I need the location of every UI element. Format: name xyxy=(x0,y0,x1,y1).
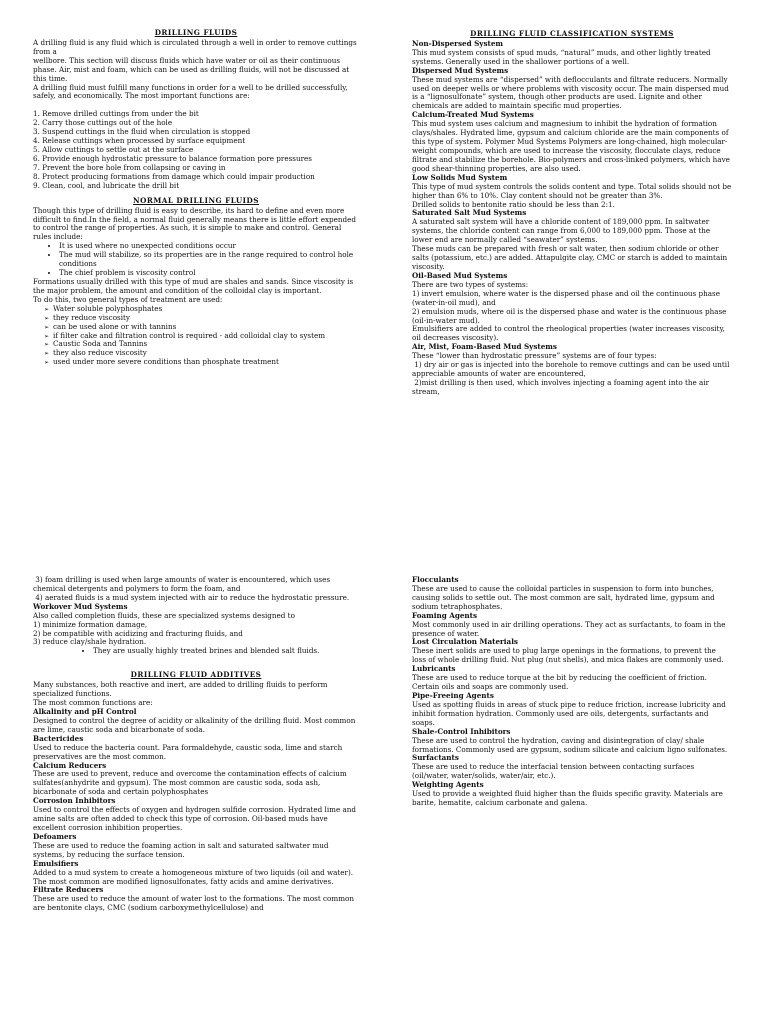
paragraph: This type of mud system controls the solids content and type. Total solids should not be higher than 6% to 10%. Clay content should not be greater than 3%. xyxy=(412,181,732,200)
section xyxy=(33,762,359,798)
section xyxy=(412,612,732,639)
subheading: Low Solids Mud System xyxy=(412,172,508,182)
paragraph: These are used to control the hydration, caving and disintegration of clay/ shale formations. Commonly used are gypsum, sodium silicate and calcium ligno sulfonates. xyxy=(412,735,728,754)
paragraph: Designed to control the degree of acidity or alkalinity of the drilling fluid. Most common are lime, caustic soda and bicarbonate of soda. xyxy=(33,715,356,734)
paragraph: Also called completion fluids, these are specialized systems designed to xyxy=(33,610,295,620)
paragraph: These “lower than hydrostatic pressure” systems are of four types: xyxy=(412,351,657,361)
subheading: Dispersed Mud Systems xyxy=(412,65,509,75)
paragraph: A drilling fluid is any fluid which is circulated through a well in order to remove cuttings from a xyxy=(33,37,357,56)
list-item: ➢ Water soluble polyphosphates xyxy=(55,305,359,314)
section xyxy=(412,111,732,173)
list-item: ➢ they also reduce viscosity xyxy=(55,349,359,358)
paragraph: Used to reduce the bacteria count. Para formaldehyde, caustic soda, lime and starch preservatives are the most common. xyxy=(33,742,343,761)
subheading: Corrosion Inhibitors xyxy=(33,796,116,806)
section xyxy=(412,343,732,397)
section xyxy=(412,209,732,271)
paragraph: These inert solids are used to plug large openings in the formations, to prevent the loss of whole drilling fluid. Nut plug (nut shells), and mica flakes are commonly used. xyxy=(412,646,724,665)
paragraph: These are used to prevent, reduce and overcome the contamination effects of calcium sulfates(anhydrite and gypsum). The most common are caustic soda, soda ash, bicarbonate of soda and certain polyphosphates xyxy=(33,769,347,797)
paragraph: 2)mist drilling is then used, which involves injecting a foaming agent into the air stream, xyxy=(412,377,710,396)
paragraph: 1) dry air or gas is injected into the borehole to remove cuttings and can be used until appreciable amounts of water are encountered, xyxy=(412,360,730,379)
list-item: 8. Protect producing formations from damage which could impair production xyxy=(33,171,315,181)
paragraph: These muds can be prepared with fresh or salt water, then sodium chloride or other salts (potassium, etc.) are added. Attapulgite clay, CMC or starch is added to maintain viscosity. xyxy=(412,244,728,271)
subheading: Flocculants xyxy=(412,576,459,584)
section-title-drilling-fluids: DRILLING FLUIDS xyxy=(154,29,238,37)
subheading: Calcium-Treated Mud Systems xyxy=(412,110,534,120)
paragraph: 1) minimize formation damage, xyxy=(33,619,148,629)
paragraph: The most common functions are: xyxy=(33,698,153,708)
subheading: Saturated Salt Mud Systems xyxy=(412,208,527,218)
list-item: • The mud will stabilize, so its properties are in the range required to control hole conditions xyxy=(59,251,359,269)
paragraph: 2) emulsion muds, where oil is the dispersed phase and water is the continuous phase (oil-in-water mud). xyxy=(412,306,727,325)
paragraph: Though this type of drilling fluid is easy to describe, its hard to define and even more difficult to find.In the field, a normal fluid generally means there is little effort expended to control the range of properties. As such, it is simple to make and control. General rules include: xyxy=(33,205,356,242)
paragraph: These are used to reduce torque at the bit by reducing the coefficient of friction. Certain oils and soaps are commonly used. xyxy=(412,673,707,692)
subheading: Pipe-Freeing Agents xyxy=(412,690,494,700)
list-item: 5. Allow cuttings to settle out at the surface xyxy=(33,145,194,155)
section xyxy=(412,665,732,692)
paragraph: 2) be compatible with acidizing and fracturing fluids, and xyxy=(33,628,243,638)
column-additives-continued xyxy=(412,576,732,1024)
subheading: Lost Circulation Materials xyxy=(412,637,518,647)
paragraph: These are used to reduce the interfacial tension between contacting surfaces (oil/water, water/solids, water/air, etc.). xyxy=(412,762,695,781)
section xyxy=(412,272,732,343)
paragraph: Most commonly used in air drilling operations. They act as surfactants, to foam in the presence of water. xyxy=(412,619,726,638)
paragraph: Added to a mud system to create a homogeneous mixture of two liquids (oil and water). The most common are modified lignosulfonates, fatty acids and amine derivatives. xyxy=(33,867,354,886)
subheading: Alkalinity and pH Control xyxy=(33,706,137,716)
section xyxy=(412,638,732,665)
list-item: • The chief problem is viscosity control xyxy=(59,269,359,278)
subheading: Non-Dispersed System xyxy=(412,38,504,48)
section xyxy=(412,174,732,210)
paragraph: A drilling fluid must fulfill many functions in order for a well to be drilled successfully, safely, and economically. The most important functions are: xyxy=(33,82,348,101)
subheading: Surfactants xyxy=(412,753,459,763)
list-item: • It is used where no unexpected conditions occur xyxy=(59,242,359,251)
paragraph: 3) reduce clay/shale hydration. xyxy=(33,637,147,647)
paragraph: Used to control the effects of oxygen and hydrogen sulfide corrosion. Hydrated lime and amine salts are often added to check this type of corrosion. Oil-based muds have excellent corrosion inhibition properties. xyxy=(33,805,357,832)
paragraph: wellbore. This section will discuss fluids which have water or oil as their continuous phase. Air, mist and foam, which can be used as drilling fluids, will not be discussed at this time. xyxy=(33,55,350,83)
section xyxy=(33,708,359,735)
paragraph: This mud system uses calcium and magnesium to inhibit the hydration of formation clays/shales. Hydrated lime, gypsum and calcium chloride are the main components of this type of system. Polymer Mud Systems Polymers are long-chained, high molecular-weight compounds, which are used to increase the viscosity, flocculate clays, reduce filtrate and stabilize the borehole. Bio-polymers and cross-linked polymers, which have good shear-thinning properties, are also used. xyxy=(412,119,730,173)
subheading: Workover Mud Systems xyxy=(33,601,128,611)
section-title-additives: DRILLING FLUID ADDITIVES xyxy=(130,670,262,680)
paragraph: Emulsifiers are added to control the rheological properties (water increases viscosity, oil decreases viscosity). xyxy=(412,324,725,343)
paragraph: Used to provide a weighted fluid higher than the fluids specific gravity. Materials are barite, hematite, calcium carbonate and galena. xyxy=(412,789,723,808)
subheading: Filtrate Reducers xyxy=(33,885,104,895)
section xyxy=(412,692,732,728)
paragraph: 1) invert emulsion, where water is the dispersed phase and oil the continuous phase (water-in-oil mud), and xyxy=(412,288,720,307)
subheading: Oil-Based Mud Systems xyxy=(412,270,508,280)
section xyxy=(33,833,359,860)
list-item: 1. Remove drilled cuttings from under the bit xyxy=(33,109,199,119)
subheading: Calcium Reducers xyxy=(33,760,107,770)
paragraph: 4) aerated fluids is a mud system injected with air to reduce the hydrostatic pressure. xyxy=(33,592,350,602)
paragraph: These are used to reduce the foaming action in salt and saturated saltwater mud systems, by reducing the surface tension. xyxy=(33,840,329,859)
treatment-list xyxy=(33,305,359,367)
paragraph: Formations usually drilled with this type of mud are shales and sands. Since viscosity is the major problem, the amount and condition of the colloidal clay is important. xyxy=(33,276,354,295)
paragraph: To do this, two general types of treatment are used: xyxy=(33,294,223,304)
section xyxy=(412,576,732,612)
rules-list xyxy=(33,242,359,278)
column-additives xyxy=(33,576,359,1024)
subheading: Emulsifiers xyxy=(33,858,79,868)
paragraph: Many substances, both reactive and inert, are added to drilling fluids to perform specialized functions. xyxy=(33,680,328,699)
functions-list xyxy=(33,110,359,190)
list-item: ➢ used under more severe conditions than phosphate treatment xyxy=(55,358,359,367)
subheading: Weighting Agents xyxy=(412,780,484,790)
paragraph: Drilled solids to bentonite ratio should be less than 2:1. xyxy=(412,199,615,209)
section-title-classification: DRILLING FLUID CLASSIFICATION SYSTEMS xyxy=(470,30,674,38)
spacer xyxy=(33,656,359,665)
section xyxy=(33,797,359,833)
section-title-normal-drilling-fluids: NORMAL DRILLING FLUIDS xyxy=(133,195,259,205)
list-item: 7. Prevent the bore hole from collapsing or caving in xyxy=(33,162,226,172)
paragraph: This mud system consists of spud muds, “natural” muds, and other lightly treated systems. Generally used in the shallower portions of a well. xyxy=(412,47,711,66)
paragraph: These are used to reduce the amount of water lost to the formations. The most common are bentonite clays, CMC (sodium carboxymethylcellulose) and xyxy=(33,894,354,913)
list-item: ➢ can be used alone or with tannins xyxy=(55,323,359,332)
subheading: Bactericides xyxy=(33,733,84,743)
list-item: 2. Carry those cuttings out of the hole xyxy=(33,118,173,128)
list-item: 4. Release cuttings when processed by surface equipment xyxy=(33,136,246,146)
subheading: Shale-Control Inhibitors xyxy=(412,726,511,736)
list-item: 9. Clean, cool, and lubricate the drill bit xyxy=(33,180,180,190)
paragraph: There are two types of systems: xyxy=(412,279,529,289)
paragraph: 3) foam drilling is used when large amounts of water is encountered, which uses chemical detergents and polymers to form the foam, and xyxy=(33,576,331,593)
subheading: Defoamers xyxy=(33,831,77,841)
paragraph: A saturated salt system will have a chloride content of 189,000 ppm. In saltwater systems, the chloride content can range from 6,000 to 189,000 ppm. Those at the lower end are normally called “seawater” systems. xyxy=(412,217,711,245)
paragraph: These mud systems are “dispersed” with deflocculants and filtrate reducers. Normally used on deeper wells or where problems with viscosity occur. The main dispersed mud is a “lignosulfonate” system, though other products are used. Lignite and other chemicals are added to maintain specific mud properties. xyxy=(412,74,729,111)
section xyxy=(33,860,359,887)
list-item: ➢ if filter cake and filtration control is required - add colloidal clay to system xyxy=(55,332,359,341)
list-item: ➢ they reduce viscosity xyxy=(55,314,359,323)
list-item: ➢ Caustic Soda and Tannins xyxy=(55,340,359,349)
subheading: Air, Mist, Foam-Based Mud Systems xyxy=(412,342,557,352)
column-drilling-fluids xyxy=(33,29,359,489)
section xyxy=(412,40,732,67)
section xyxy=(33,886,359,913)
subheading: Foaming Agents xyxy=(412,610,478,620)
subheading: Lubricants xyxy=(412,664,456,674)
list-item: • They are usually highly treated brines and blended salt fluids. xyxy=(93,647,359,656)
section xyxy=(412,67,732,112)
column-classification-systems xyxy=(412,30,732,510)
workover-list xyxy=(33,647,359,656)
section xyxy=(412,781,732,808)
section xyxy=(33,735,359,762)
paragraph: These are used to cause the colloidal particles in suspension to form into bunches, causing solids to settle out. The most common are salt, hydrated lime, gypsum and sodium tetraphosphates. xyxy=(412,583,715,611)
paragraph: Used as spotting fluids in areas of stuck pipe to reduce friction, increase lubricity and inhibit formation hydration. Commonly used are oils, detergents, surfactants and soaps. xyxy=(412,699,726,727)
list-item: 3. Suspend cuttings in the fluid when circulation is stopped xyxy=(33,127,251,137)
section xyxy=(412,728,732,755)
section xyxy=(412,754,732,781)
list-item: 6. Provide enough hydrostatic pressure to balance formation pore pressures xyxy=(33,153,312,163)
